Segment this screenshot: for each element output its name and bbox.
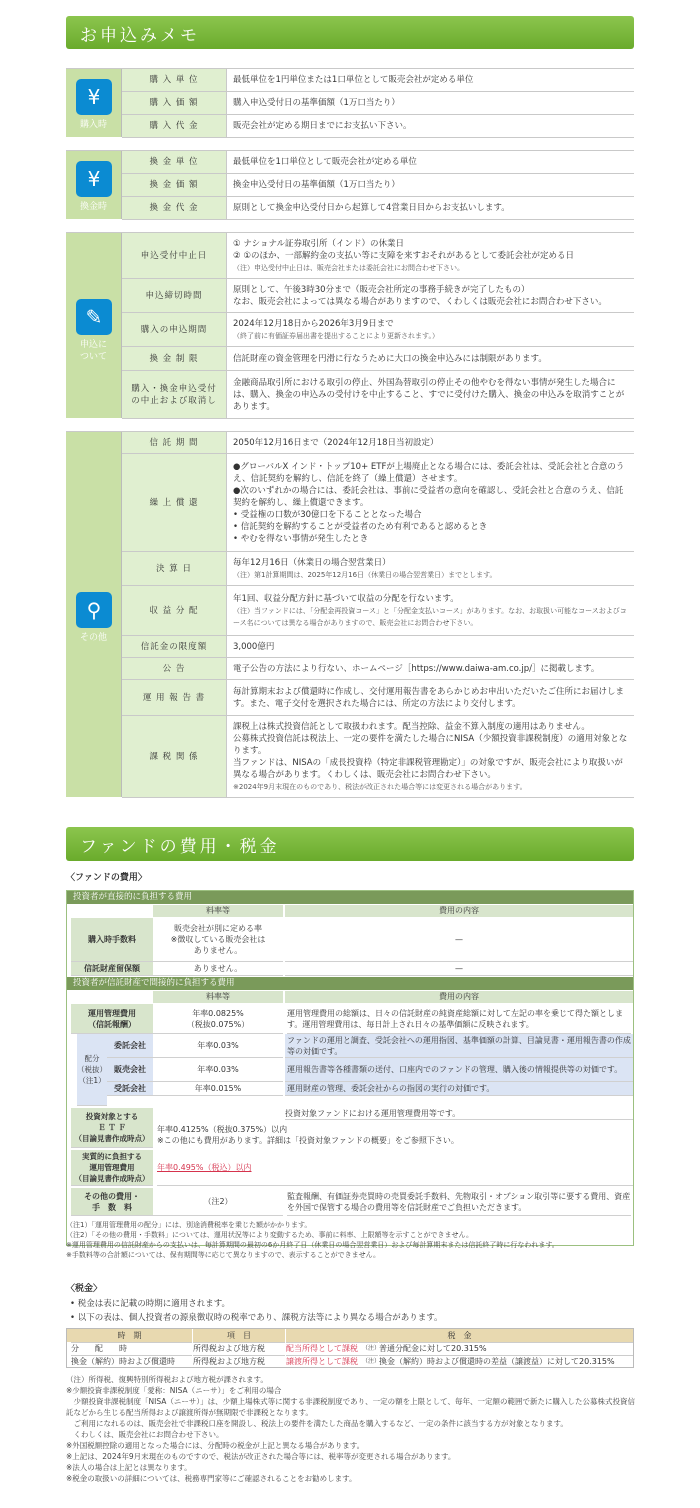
direct-cost-title: 投資者が直接的に負担する費用 xyxy=(67,891,633,904)
memo-row xyxy=(122,174,634,197)
alloc-sales-desc: 運用報告書等各種書類の送付、口座内でのファンドの管理、購入後の情報提供等の対価です。 xyxy=(285,1058,633,1082)
tax-row-type: 配当所得として課税 xyxy=(286,1342,362,1354)
row-value: 購入申込受付日の基準価額（1万口当たり） xyxy=(233,98,400,108)
other-fees-label: その他の費用・ 手 数 料 xyxy=(71,1188,153,1216)
alloc-trust-label: 委託会社 xyxy=(107,1034,153,1058)
fee-notes: （注1）「運用管理費用の配分」には、別途消費税率を乗じた額がかかります。 （注2）「その他の費用・手数料」については、運用状況等により変動するため、事前に料率、上限額等を示すことができません。 ※運用管理費用の信託財産からの支払いは、毎計算期間の最初の6か月終了日（休業日の場合翌営業日）および毎計算期末または信託終了時に行なわれます。 ※手数料等の合計額については、保有期間等に応じて異なりますので、表示することができません。 xyxy=(66,1221,559,1259)
memo-row xyxy=(122,279,634,313)
alloc-custody-rate: 年率0.015% xyxy=(153,1082,283,1096)
other-icon-cell xyxy=(66,432,122,797)
memo-row xyxy=(122,552,634,586)
row-value: ●グローバルX インド・トップ10+ ETFが上場廃止となる場合には、委託会社は、受託会社と合意のうえ、信託契約を解約し、信託を終了（繰上償還）させます。 ●次のいずれかの場合には、委託会社は、事前に受益者の意向を確認し、受託会社と合意のうえ、信託契約を解約し、繰上償還できます。 • 受益権の口数が30億口を下ることとなった場合 • 信託契約を解約することが受益者のため有利であると認めるとき • やむを得ない事情が発生したとき xyxy=(233,461,625,544)
row-value xyxy=(233,233,630,278)
row-value: 原則として換金申込受付日から起算して4営業日目からお支払いします。 xyxy=(233,203,510,213)
row-text: ① ナショナル証券取引所（インド）の休業日 ② ①のほか、一部解約金の支払い等に支障を来すおそれがあるとして委託会社が定める日 xyxy=(233,238,574,261)
memo-title: お申込みメモ xyxy=(66,16,634,49)
mgmt-fee-label: 運用管理費用 （信託報酬） xyxy=(71,1004,153,1034)
memo-row xyxy=(122,197,634,220)
indirect-cost-title: 投資者が信託財産で間接的に負担する費用 xyxy=(67,977,633,990)
row-value: 3,000億円 xyxy=(233,641,275,652)
fees-title: ファンドの費用・税金 xyxy=(66,827,634,861)
row-label: 換 金 価 額 xyxy=(122,174,227,196)
etf-desc: 投資対象ファンドにおける運用管理費用等です。 xyxy=(285,1108,633,1120)
memo-row xyxy=(122,432,634,454)
row-label: 購入の申込期間 xyxy=(122,313,227,346)
col-rate-header-2: 料率等 xyxy=(153,991,283,1003)
alloc-label: 配分 （税抜） （注1） xyxy=(77,1034,107,1106)
row-label: 換 金 制 限 xyxy=(122,347,227,370)
row-text: 2024年12月18日から2026年3月9日まで xyxy=(233,318,394,329)
exchange-person-icon: ¥ xyxy=(76,161,112,197)
memo-row xyxy=(122,716,634,798)
row-label: 購 入 代 金 xyxy=(122,115,227,137)
purchase-group xyxy=(66,68,634,137)
col-rate-header: 料率等 xyxy=(153,905,283,917)
row-value: 信託財産の資金管理を円滑に行なうために大口の換金申込みには制限があります。 xyxy=(233,353,547,364)
row-label: 購 入 単 位 xyxy=(122,69,227,91)
row-value: 原則として、午後3時30分まで（販売会社所定の事務手続きが完了したもの） なお、販売会社によっては異なる場合がありますので、くわしくは販売会社にお問合わせ下さい。 xyxy=(233,284,607,307)
row-label: 公 告 xyxy=(122,658,227,679)
apply-label: 申込に ついて xyxy=(79,340,107,362)
tax-table xyxy=(66,1328,634,1368)
paperclip-icon: ⚲ xyxy=(76,592,112,628)
mgmt-fee-rate: 年率0.0825% （税抜0.075%） xyxy=(153,1004,283,1034)
fees-subtitle: 〈ファンドの費用〉 xyxy=(66,873,147,883)
memo-row xyxy=(122,69,634,92)
memo-row xyxy=(122,454,634,552)
retention-label: 信託財産留保額 xyxy=(71,962,153,976)
row-value: 最低単位を1円単位または1口単位として販売会社が定める単位 xyxy=(233,75,474,85)
pen-icon: ✎ xyxy=(76,299,112,335)
effective-rate: 年率0.495%（税込）以内 xyxy=(157,1150,633,1186)
col-desc-header: 費用の内容 xyxy=(285,905,633,917)
row-value: 毎計算期末および償還時に作成し、交付運用報告書をあらかじめお申出いただいたご住所にお届けします。また、電子交付を選択された場合には、所定の方法により交付します。 xyxy=(233,686,625,709)
memo-row xyxy=(122,115,634,138)
purchase-fee-desc: — xyxy=(285,918,633,962)
row-label: 換 金 代 金 xyxy=(122,197,227,219)
row-note: ※2024年9月末現在のものであり、税法が改正された場合等には変更される場合があります。 xyxy=(233,782,527,791)
row-label: 購入・換金申込受付 の中止および取消し xyxy=(122,371,227,418)
purchase-fee-label: 購入時手数料 xyxy=(71,918,153,962)
memo-row xyxy=(122,680,634,716)
exchange-label: 換金時 xyxy=(79,202,107,212)
other-fees-rate: （注2） xyxy=(153,1188,283,1216)
other-fees-desc: 監査報酬、有価証券売買時の売買委託手数料、先物取引・オプション取引等に要する費用、資産を外国で保管する場合の費用等を信託財産でご負担いただきます。 xyxy=(287,1188,631,1216)
tax-col-tax: 税 金 xyxy=(286,1329,633,1342)
row-text: 年1回、収益分配方針に基づいて収益の分配を行ないます。 xyxy=(233,593,459,604)
tax-col-item: 項 目 xyxy=(193,1329,285,1342)
exchange-icon-cell xyxy=(66,151,122,219)
row-value xyxy=(233,586,630,635)
memo-row xyxy=(122,371,634,419)
retention-rate: ありません。 xyxy=(153,962,283,976)
row-note: （注）申込受付中止日は、販売会社または委託会社にお問合わせ下さい。 xyxy=(233,263,464,272)
memo-row xyxy=(122,636,634,658)
memo-row xyxy=(122,233,634,279)
memo-row xyxy=(122,347,634,371)
row-label: 運 用 報 告 書 xyxy=(122,680,227,715)
tax-row-mark: （注） xyxy=(362,1342,378,1354)
row-label: 収 益 分 配 xyxy=(122,586,227,635)
other-label: その他 xyxy=(79,633,107,643)
row-label: 繰 上 償 還 xyxy=(122,454,227,551)
row-note: （終了前に有価証券届出書を提出することにより更新されます。） xyxy=(233,331,439,340)
row-label: 購 入 価 額 xyxy=(122,92,227,114)
tax-row-item: 所得税および地方税 xyxy=(193,1342,285,1354)
row-value: 2050年12月16日まで（2024年12月18日当初設定） xyxy=(233,437,439,448)
row-label: 決 算 日 xyxy=(122,552,227,585)
memo-row xyxy=(122,658,634,680)
row-value xyxy=(233,552,630,585)
row-value: 最低単位を1口単位として販売会社が定める単位 xyxy=(233,157,417,167)
exchange-group xyxy=(66,150,634,219)
purchase-person-icon: ¥ xyxy=(76,79,112,115)
tax-row-desc: 普通分配金に対して20.315% xyxy=(379,1342,633,1354)
apply-icon-cell xyxy=(66,233,122,418)
row-note: （注）第1計算期間は、2025年12月16日（休業日の場合翌営業日）までとします。 xyxy=(233,570,497,579)
row-value xyxy=(233,313,630,346)
etf-rate: 年率0.4125%（税抜0.375%）以内 ※この他にも費用があります。詳細は「投資対象ファンドの概要」をご参照下さい。 xyxy=(157,1125,459,1145)
alloc-sales-label: 販売会社 xyxy=(107,1058,153,1082)
row-label: 信託金の限度額 xyxy=(122,636,227,657)
memo-row xyxy=(122,151,634,174)
row-label: 申込受付中止日 xyxy=(122,233,227,278)
purchase-fee-rate: 販売会社が別に定める率 ※徴収している販売会社は ありません。 xyxy=(153,918,283,962)
row-label: 申込締切時間 xyxy=(122,279,227,312)
effective-label: 実質的に負担する 運用管理費用 （目論見書作成時点） xyxy=(71,1150,153,1186)
row-value xyxy=(233,716,630,797)
alloc-sales-rate: 年率0.03% xyxy=(153,1058,283,1082)
tax-row-desc: 換金（解約）時および償還時の差益（譲渡益）に対して20.315% xyxy=(379,1355,633,1367)
tax-row-mark: （注） xyxy=(362,1355,378,1367)
row-text: 毎年12月16日（休業日の場合翌営業日） xyxy=(233,557,391,568)
row-label: 換 金 単 位 xyxy=(122,151,227,173)
tax-bullet-1: • 税金は表に記載の時期に適用されます。 xyxy=(70,1299,231,1309)
row-value: 電子公告の方法により行ない、ホームページ［https://www.daiwa-am.co.jp/］に掲載します。 xyxy=(233,663,600,674)
apply-group xyxy=(66,232,634,418)
tax-row-time: 分 配 時 xyxy=(71,1342,192,1354)
tax-subtitle: 〈税金〉 xyxy=(66,1284,103,1294)
alloc-trust-rate: 年率0.03% xyxy=(153,1034,283,1058)
tax-row-type: 譲渡所得として課税 xyxy=(286,1355,362,1367)
memo-row xyxy=(122,313,634,347)
alloc-custody-desc: 運用財産の管理、委託会社からの指図の実行の対価です。 xyxy=(285,1082,633,1096)
memo-row xyxy=(122,586,634,636)
retention-desc: — xyxy=(285,962,633,976)
purchase-icon-cell xyxy=(66,69,122,137)
tax-row-item: 所得税および地方税 xyxy=(193,1355,285,1367)
row-value: 金融商品取引所における取引の停止、外国為替取引の停止その他やむを得ない事情が発生した場合には、購入、換金の申込みの受付けを中止すること、すでに受付けた購入、換金の申込みを取消すことがあります。 xyxy=(233,377,625,412)
tax-bullet-2: • 以下の表は、個人投資者の源泉徴収時の税率であり、課税方法等により異なる場合があります。 xyxy=(70,1313,443,1323)
tax-col-time: 時 期 xyxy=(67,1329,192,1342)
row-value: 換金申込受付日の基準価額（1万口当たり） xyxy=(233,180,400,190)
tax-row-time: 換金（解約）時および償還時 xyxy=(71,1355,192,1367)
etf-label: 投資対象とする Ｅ Ｔ Ｆ （目論見書作成時点） xyxy=(71,1108,153,1148)
purchase-label: 購入時 xyxy=(79,120,107,130)
row-text: 課税上は株式投資信託として取扱われます。配当控除、益金不算入制度の適用はありません。 公募株式投資信託は税法上、一定の要件を満たした場合にNISA（少額投資非課税制度）の適用対象となります。 当ファンドは、NISAの「成長投資枠（特定非課税管理勘定）」の対象ですが、販売会社により取扱いが異なる場合があります。くわしくは、販売会社にお問合わせ下さい。 xyxy=(233,721,628,780)
fee-table xyxy=(66,890,634,1246)
other-group xyxy=(66,431,634,797)
alloc-trust-desc: ファンドの運用と調査、受託会社への運用指図、基準価額の計算、目論見書・運用報告書の作成等の対価です。 xyxy=(285,1034,633,1058)
row-label: 信 託 期 間 xyxy=(122,432,227,453)
memo-row xyxy=(122,92,634,115)
row-note: （注）当ファンドには、「分配金再投資コース」と「分配金支払いコース」があります。なお、お取扱い可能なコースおよびコース名については異なる場合がありますので、販売会社にお問合わせ下さい。 xyxy=(233,606,627,627)
col-desc-header-2: 費用の内容 xyxy=(285,991,633,1003)
alloc-custody-label: 受託会社 xyxy=(107,1082,153,1096)
tax-notes: （注）所得税、復興特別所得税および地方税が課されます。 ※少額投資非課税制度「愛称：NISA（ニーサ）」をご利用の場合 少額投資非課税制度「NISA（ニーサ）」は、少額上場株式等に関する非課税制度であり、一定の額を上限として、毎年、一定額の範囲で新たに購入した公募株式投資信託などから生じる配当所得および譲渡所得が無期限で非課税となります。 ご利用になれるのは、販売会社で非課税口座を開設し、税法上の要件を満たした商品を購入するなど、一定の条件に該当する方が対象となります。 くわしくは、販売会社にお問合わせ下さい。 ※外国税額控除の適用となった場合には、分配時の税金が上記と異なる場合があります。 ※上記は、2024年9月末現在のものですので、税法が改正された場合等には、税率等が変更される場合があります。 ※法人の場合は上記とは異なります。 ※税金の取扱いの詳細については、税務専門家等にご確認されることをお勧めします。 xyxy=(66,1375,635,1483)
mgmt-fee-desc: 運用管理費用の総額は、日々の信託財産の純資産総額に対して左記の率を乗じて得た額とします。運用管理費用は、毎日計上され日々の基準価額に反映されます。 xyxy=(287,1004,631,1034)
row-label: 課 税 関 係 xyxy=(122,716,227,797)
row-value: 販売会社が定める期日までにお支払い下さい。 xyxy=(233,121,412,131)
